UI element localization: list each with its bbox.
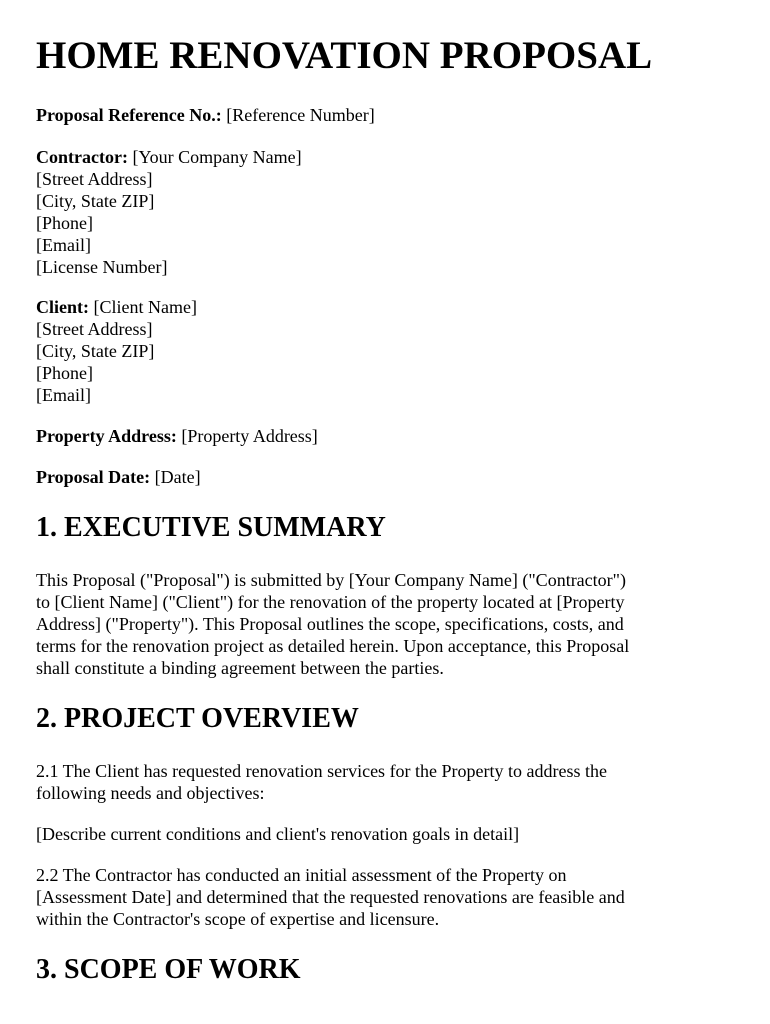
paragraph-line: [Assessment Date] and determined that the requested renovations are feasible and bbox=[36, 887, 625, 907]
section-heading-scope-of-work: 3. SCOPE OF WORK bbox=[36, 954, 301, 985]
section-heading-executive-summary: 1. EXECUTIVE SUMMARY bbox=[36, 512, 386, 543]
contractor-city: [City, State ZIP] bbox=[36, 191, 155, 211]
property-address bbox=[36, 425, 318, 447]
contractor-email: [Email] bbox=[36, 235, 91, 255]
contractor-label: Contractor: bbox=[36, 147, 128, 167]
client-name: [Client Name] bbox=[93, 297, 197, 317]
property-address-label: Property Address: bbox=[36, 426, 177, 446]
project-overview-paragraph-2-1 bbox=[36, 760, 726, 804]
paragraph-line: within the Contractor's scope of expertise and licensure. bbox=[36, 909, 440, 929]
property-address-value: [Property Address] bbox=[181, 426, 318, 446]
paragraph-line: 2.2 The Contractor has conducted an initial assessment of the Property on bbox=[36, 865, 567, 885]
paragraph-line: to [Client Name] ("Client") for the renovation of the property located at [Property bbox=[36, 592, 625, 612]
paragraph-line: [Describe current conditions and client's renovation goals in detail] bbox=[36, 824, 520, 844]
section-heading-project-overview: 2. PROJECT OVERVIEW bbox=[36, 703, 359, 734]
executive-summary-paragraph bbox=[36, 569, 726, 679]
paragraph-line: Address] ("Property"). This Proposal outlines the scope, specifications, costs, and bbox=[36, 614, 624, 634]
proposal-reference-label: Proposal Reference No.: bbox=[36, 105, 222, 125]
contractor-block bbox=[36, 146, 302, 278]
project-overview-paragraph-2-2 bbox=[36, 864, 726, 930]
client-email: [Email] bbox=[36, 385, 91, 405]
contractor-phone: [Phone] bbox=[36, 213, 93, 233]
proposal-date bbox=[36, 466, 201, 488]
proposal-date-label: Proposal Date: bbox=[36, 467, 151, 487]
client-block bbox=[36, 296, 197, 406]
project-overview-placeholder-paragraph bbox=[36, 823, 726, 845]
proposal-reference bbox=[36, 104, 375, 126]
document-title: HOME RENOVATION PROPOSAL bbox=[36, 34, 653, 77]
client-label: Client: bbox=[36, 297, 89, 317]
paragraph-line: shall constitute a binding agreement between the parties. bbox=[36, 658, 444, 678]
contractor-street: [Street Address] bbox=[36, 169, 153, 189]
paragraph-line: terms for the renovation project as detailed herein. Upon acceptance, this Proposal bbox=[36, 636, 630, 656]
paragraph-line: This Proposal ("Proposal") is submitted by [Your Company Name] ("Contractor") bbox=[36, 570, 627, 590]
client-street: [Street Address] bbox=[36, 319, 153, 339]
proposal-date-value: [Date] bbox=[154, 467, 201, 487]
contractor-name: [Your Company Name] bbox=[132, 147, 302, 167]
client-phone: [Phone] bbox=[36, 363, 93, 383]
proposal-reference-value: [Reference Number] bbox=[226, 105, 375, 125]
paragraph-line: 2.1 The Client has requested renovation services for the Property to address the bbox=[36, 761, 608, 781]
contractor-license: [License Number] bbox=[36, 257, 168, 277]
client-city: [City, State ZIP] bbox=[36, 341, 155, 361]
paragraph-line: following needs and objectives: bbox=[36, 783, 265, 803]
